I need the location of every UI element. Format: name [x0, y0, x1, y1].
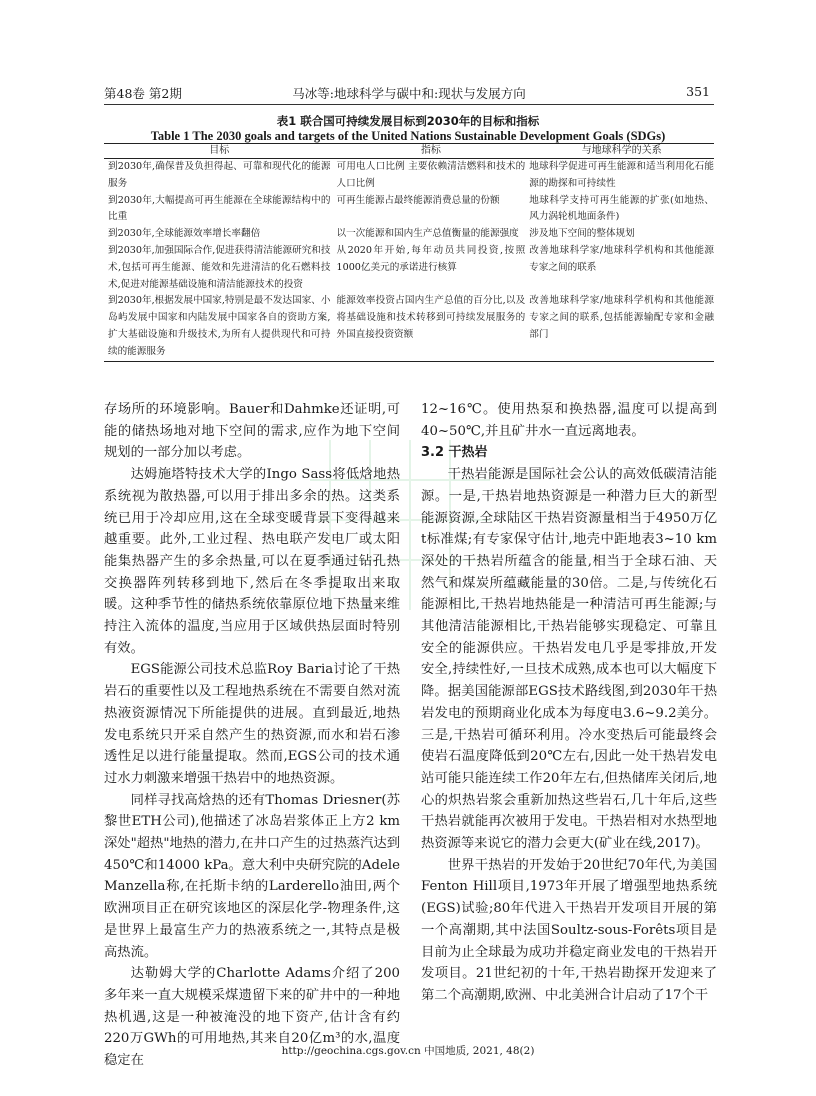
- table-cell-goal: 到2030年,全球能源效率增长率翻倍: [108, 228, 261, 240]
- right-column: [421, 399, 717, 1007]
- table-caption-en: Table 1 The 2030 goals and targets of the United Nations Sustainable Development Goals (SDGs): [150, 129, 666, 143]
- table-cell-goal: 到2030年,大幅提高可再生能源在全球能源结构中的比重: [108, 194, 331, 223]
- table-cell-relation: 涉及地下空间的整体规划: [529, 228, 635, 240]
- table-header-row: [104, 144, 714, 159]
- table-cell-goal: 到2030年,加强国际合作,促进获得清洁能源研究和技术,包括可再生能源、能效和先进清洁的化石燃料技术,促进对能源基础设施和清洁能源技术的投资: [108, 244, 331, 290]
- table-row: [104, 193, 714, 227]
- section-heading: 3.2 干热岩: [421, 445, 488, 461]
- table-row: [104, 226, 714, 243]
- table-cell-indicator: 可再生能源占最终能源消费总量的份额: [336, 194, 500, 206]
- table-row: [104, 293, 714, 360]
- table-cell-indicator: 可用电人口比例 主要依赖清洁燃料和技术的人口比例: [336, 161, 526, 189]
- table-cell-goal: 到2030年,确保普及负担得起、可靠和现代化的能源服务: [108, 161, 331, 189]
- body-paragraph: 达姆施塔特技术大学的Ingo Sass将低焓地热系统视为散热器,可以用于排出多余的热。这类系统已用于冷却应用,这在全球变暖背景下变得越来越重要。此外,工业过程、热电联产发电厂或太阳能集热器产生的多余热量,可以在夏季通过钻孔热交换器阵列转移到地下,然后在冬季提取出来取暖。这种季节性的储热系统依靠原位地下热量来维持注入流体的温度,当应用于区域供热层面时特别有效。: [104, 467, 400, 656]
- table-caption-cn: 表1 联合国可持续发展目标到2030年的目标和指标: [276, 114, 540, 128]
- table-cell-indicator: 从2020年开始,每年动员共同投资,按照1000亿美元的承诺进行核算: [336, 244, 526, 273]
- table-cell-relation: 改善地球科学家/地球科学机构和其他能源专家之间的联系,包括能源输配专家和金融部门: [529, 295, 714, 340]
- running-title: 马冰等:地球科学与碳中和:现状与发展方向: [292, 86, 526, 101]
- table-cell-indicator: 以一次能源和国内生产总值衡量的能源强度: [336, 228, 519, 240]
- sdg-table: [104, 143, 714, 362]
- table-row: [104, 243, 714, 293]
- body-paragraph: EGS能源公司技术总监Roy Baria讨论了干热岩石的重要性以及工程地热系统在不需要自然对流热液资源情况下所能提供的进展。直到最近,地热发电系统只开采自然产生的热资源,而水和岩石渗透性足以进行能量提取。然而,EGS公司的技术通过水力刺激来增强干热岩中的地热资源。: [104, 662, 400, 786]
- table-header-relation: 与地球科学的关系: [581, 145, 662, 156]
- table-cell-relation: 地球科学支持可再生能源的扩张(如地热、风力涡轮机地面条件): [529, 194, 714, 223]
- body-paragraph: 世界干热岩的开发始于20世纪70年代,为美国Fenton Hill项目,1973年开展了增强型地热系统(EGS)试验;80年代进入干热岩开发项目开展的第一个高潮期,其中法国Soultz-sous-Forêts项目是目前为止全球最为成功并稳定商业发电的干热岩开发项目。21世纪初的十年,干热岩勘探开发迎来了第二个高潮期,欧洲、中北美洲合计启动了17个干: [421, 857, 717, 1003]
- body-paragraph: 同样寻找高焓热的还有Thomas Driesner(苏黎世ETH公司),他描述了冰岛岩浆体正上方2 km深处"超热"地热的潜力,在井口产生的过热蒸汽达到450℃和14000 kPa。意大利中央研究院的Adele Manzella称,在托斯卡纳的Larderello油田,两个欧洲项目正在研究该地区的深层化学-物理条件,这是世界上最富生产力的热液系统之一,其特点是极高热流。: [104, 792, 400, 960]
- table-header-goal: 目标: [209, 145, 230, 156]
- body-paragraph: 达勒姆大学的Charlotte Adams介绍了200多年来一直大规模采煤遗留下来的矿井中的一种地热机遇,这是一种被淹没的地下资产,估计含有约220万GWh的可用地热,其来自20亿m³的水,温度稳定在: [104, 966, 400, 1069]
- table-header-indicator: 指标: [420, 145, 441, 156]
- table-cell-relation: 地球科学促进可再生能源和适当利用化石能源的勘探和可持续性: [529, 161, 714, 189]
- table-row: [104, 159, 714, 193]
- page-number: 351: [686, 84, 710, 99]
- journal-volume: 第48卷 第2期: [104, 86, 182, 101]
- table-cell-indicator: 能源效率投资占国内生产总值的百分比,以及将基础设施和技术转移到可持续发展服务的外国直接投资资额: [336, 295, 526, 340]
- table-cell-relation: 改善地球科学家/地球科学机构和其他能源专家之间的联系: [529, 244, 714, 273]
- table-cell-goal: 到2030年,根据发展中国家,特别是最不发达国家、小岛屿发展中国家和内陆发展中国家各自的资助方案,扩大基础设施和升级技术,为所有人提供现代和可持续的能源服务: [108, 295, 331, 357]
- body-paragraph: 存场所的环境影响。Bauer和Dahmke还证明,可能的储热场地对地下空间的需求,应作为地下空间规划的一部分加以考虑。: [104, 402, 400, 461]
- left-column: [104, 399, 400, 1072]
- running-header: [104, 82, 714, 105]
- page-footer: http://geochina.cgs.gov.cn 中国地质, 2021, 48(2): [281, 1045, 535, 1057]
- body-paragraph: 干热岩能源是国际社会公认的高效低碳清洁能源。一是,干热岩地热资源是一种潜力巨大的新型能源资源,全球陆区干热岩资源量相当于4950万亿t标准煤;有专家保守估计,地壳中距地表3~10 km深处的干热岩所蕴含的能量,相当于全球石油、天然气和煤炭所蕴藏能量的30倍。二是,与传统化石能源相比,干热岩地热能是一种清洁可再生能源;与其他清洁能源相比,干热岩能够实现稳定、可靠且安全的能源供应。干热岩发电几乎是零排放,开发安全,持续性好,一旦技术成熟,成本也可以大幅度下降。据美国能源部EGS技术路线图,到2030年干热岩发电的预期商业化成本为每度电3.6~9.2美分。三是,干热岩可循环利用。冷水变热后可能最终会使岩石温度降低到20℃左右,因此一处干热岩发电站可能只能连续工作20年左右,但热储库关闭后,地心的炽热岩浆会重新加热这些岩石,几十年后,这些干热岩就能再次被用于发电。干热岩相对水热型地热资源等来说它的潜力会更大(矿业在线,2017)。: [421, 467, 717, 852]
- body-paragraph: 12~16℃。使用热泵和换热器,温度可以提高到40~50℃,并且矿井水一直远离地表。: [421, 402, 717, 439]
